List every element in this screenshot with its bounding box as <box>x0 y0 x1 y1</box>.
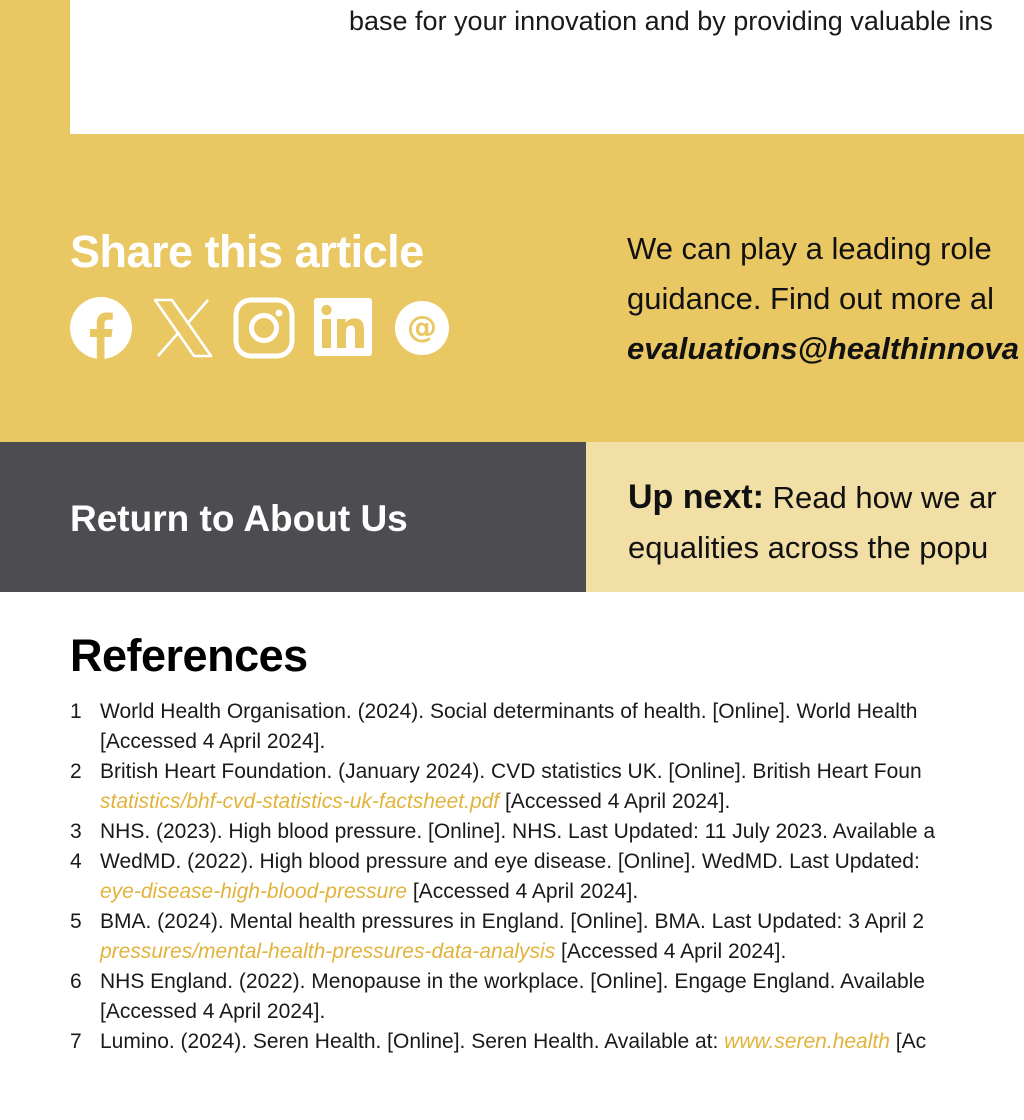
reference-item <box>70 697 1024 757</box>
reference-item <box>70 967 1024 1027</box>
reference-accessed: [Accessed 4 April 2024]. <box>100 1000 326 1023</box>
intro-text: base for your innovation and by providing valuable ins <box>349 6 993 36</box>
references-list <box>70 697 1024 1057</box>
reference-item <box>70 907 1024 967</box>
reference-accessed: [Accessed 4 April 2024]. <box>100 730 326 753</box>
up-next-line-2: equalities across the popu <box>628 530 989 565</box>
reference-link[interactable]: www.seren.health <box>724 1030 890 1053</box>
x-icon[interactable] <box>152 297 214 359</box>
reference-text: WedMD. (2022). High blood pressure and eye disease. [Online]. WedMD. Last Updated: <box>100 850 920 873</box>
share-title: Share this article <box>70 226 424 277</box>
instagram-icon[interactable] <box>233 297 295 359</box>
reference-number: 6 <box>70 970 82 993</box>
reference-accessed: [Accessed 4 April 2024]. <box>499 790 731 813</box>
reference-link[interactable]: statistics/bhf-cvd-statistics-uk-factsheet.pdf <box>100 790 500 813</box>
up-next-label: Up next: <box>628 478 764 516</box>
reference-text: NHS. (2023). High blood pressure. [Online]. NHS. Last Updated: 11 July 2023. Available a <box>100 820 936 843</box>
cta-line-1: We can play a leading role <box>627 231 992 266</box>
cta-text <box>627 224 1019 374</box>
reference-number: 5 <box>70 910 82 933</box>
facebook-icon[interactable] <box>70 297 132 359</box>
linkedin-icon[interactable] <box>313 297 375 359</box>
cta-line-2: guidance. Find out more al <box>627 281 995 316</box>
reference-number: 3 <box>70 820 82 843</box>
svg-text:@: @ <box>407 310 437 345</box>
reference-item <box>70 847 1024 907</box>
return-label: Return to About Us <box>70 498 408 539</box>
up-next-text <box>628 472 997 573</box>
reference-number: 4 <box>70 850 82 873</box>
reference-accessed: [Accessed 4 April 2024]. <box>555 940 787 963</box>
up-next-link[interactable] <box>586 442 1024 592</box>
reference-link[interactable]: pressures/mental-health-pressures-data-analysis <box>100 940 556 963</box>
reference-number: 1 <box>70 700 82 723</box>
reference-accessed: [Ac <box>889 1030 927 1053</box>
return-to-about-us-button[interactable] <box>0 442 586 592</box>
reference-text: World Health Organisation. (2024). Social determinants of health. [Online]. World Health <box>100 700 918 723</box>
reference-item <box>70 817 1024 847</box>
reference-item <box>70 757 1024 817</box>
intro-card <box>70 0 1024 134</box>
cta-email-link[interactable]: evaluations@healthinnova <box>627 331 1019 366</box>
reference-number: 2 <box>70 760 82 783</box>
up-next-line-1: Read how we ar <box>772 480 997 515</box>
references-title: References <box>70 630 308 681</box>
email-icon[interactable] <box>394 297 456 359</box>
reference-text: British Heart Foundation. (January 2024). CVD statistics UK. [Online]. British Heart Foun <box>100 760 922 783</box>
reference-accessed: [Accessed 4 April 2024]. <box>407 880 639 903</box>
reference-text: Lumino. (2024). Seren Health. [Online]. Seren Health. Available at: <box>100 1030 725 1053</box>
reference-text: NHS England. (2022). Menopause in the workplace. [Online]. Engage England. Available <box>100 970 925 993</box>
reference-text: BMA. (2024). Mental health pressures in England. [Online]. BMA. Last Updated: 3 April 2 <box>100 910 925 933</box>
reference-item <box>70 1027 1024 1057</box>
reference-link[interactable]: eye-disease-high-blood-pressure <box>100 880 408 903</box>
reference-number: 7 <box>70 1030 82 1053</box>
